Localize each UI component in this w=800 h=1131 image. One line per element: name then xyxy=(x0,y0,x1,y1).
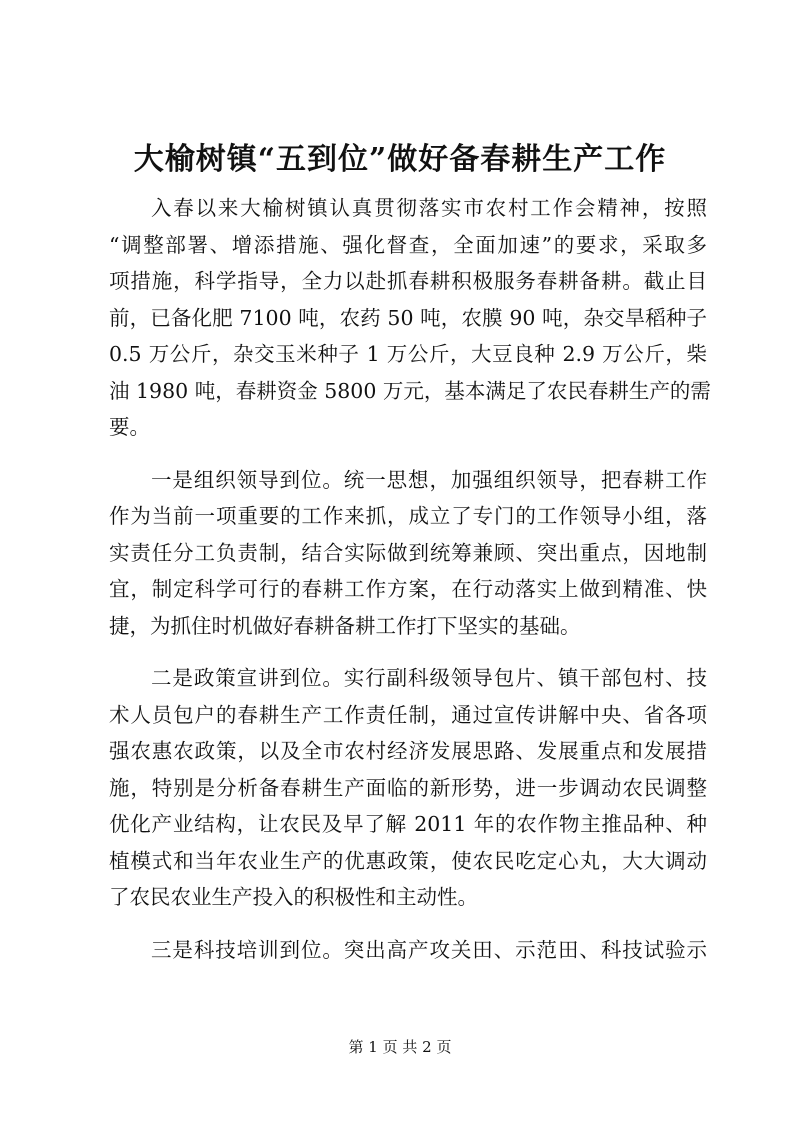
paragraph xyxy=(109,462,707,645)
text-line: 术人员包户的春耕生产工作责任制，通过宣传讲解中央、省各项 xyxy=(109,702,707,727)
page-footer: 第 1 页 共 2 页 xyxy=(348,1038,452,1056)
text-line: 实责任分工负责制，结合实际做到统筹兼顾、突出重点，因地制 xyxy=(109,540,707,565)
text-line: 一是组织领导到位。统一思想，加强组织领导，把春耕工作 xyxy=(151,467,707,492)
text-line: 0.5 万公斤，杂交玉米种子 1 万公斤，大豆良种 2.9 万公斤，柴 xyxy=(109,342,707,366)
text-line: 要。 xyxy=(109,415,150,439)
text-line: 了农民农业生产投入的积极性和主动性。 xyxy=(109,885,478,909)
text-line: 优化产业结构，让农民及早了解 2011 年的农作物主推品种、种 xyxy=(109,812,707,836)
text-line: 项措施，科学指导，全力以赴抓春耕积极服务春耕备耕。截止目 xyxy=(109,269,707,293)
text-line: 捷，为抓住时机做好春耕备耕工作打下坚实的基础。 xyxy=(109,613,581,638)
text-line: 施，特别是分析备春耕生产面临的新形势，进一步调动农民调整 xyxy=(109,775,707,800)
paragraph xyxy=(109,190,711,446)
paragraph xyxy=(109,660,707,916)
text-line: 前，已备化肥 7100 吨，农药 50 吨，农膜 90 吨，杂交旱稻种子 xyxy=(109,305,707,330)
document-title: 大榆树镇“五到位”做好备春耕生产工作 xyxy=(133,142,667,177)
text-line: 作为当前一项重要的工作来抓，成立了专门的工作领导小组，落 xyxy=(109,504,707,528)
text-line: 宜，制定科学可行的春耕工作方案，在行动落实上做到精准、快 xyxy=(109,577,707,601)
text-line: 强农惠农政策，以及全市农村经济发展思路、发展重点和发展措 xyxy=(109,739,707,763)
text-line: 入春以来大榆树镇认真贯彻落实市农村工作会精神，按照 xyxy=(151,196,707,220)
text-line: “调整部署、增添措施、强化督查，全面加速”的要求，采取多 xyxy=(109,232,707,257)
document-body xyxy=(109,190,711,984)
paragraph xyxy=(109,932,707,969)
text-line: 三是科技培训到位。突出高产攻关田、示范田、科技试验示 xyxy=(151,937,707,962)
text-line: 植模式和当年农业生产的优惠政策，使农民吃定心丸，大大调动 xyxy=(109,848,707,873)
text-line: 二是政策宣讲到位。实行副科级领导包片、镇干部包村、技 xyxy=(151,666,707,690)
text-line: 油 1980 吨，春耕资金 5800 万元，基本满足了农民春耕生产的需 xyxy=(109,378,711,403)
